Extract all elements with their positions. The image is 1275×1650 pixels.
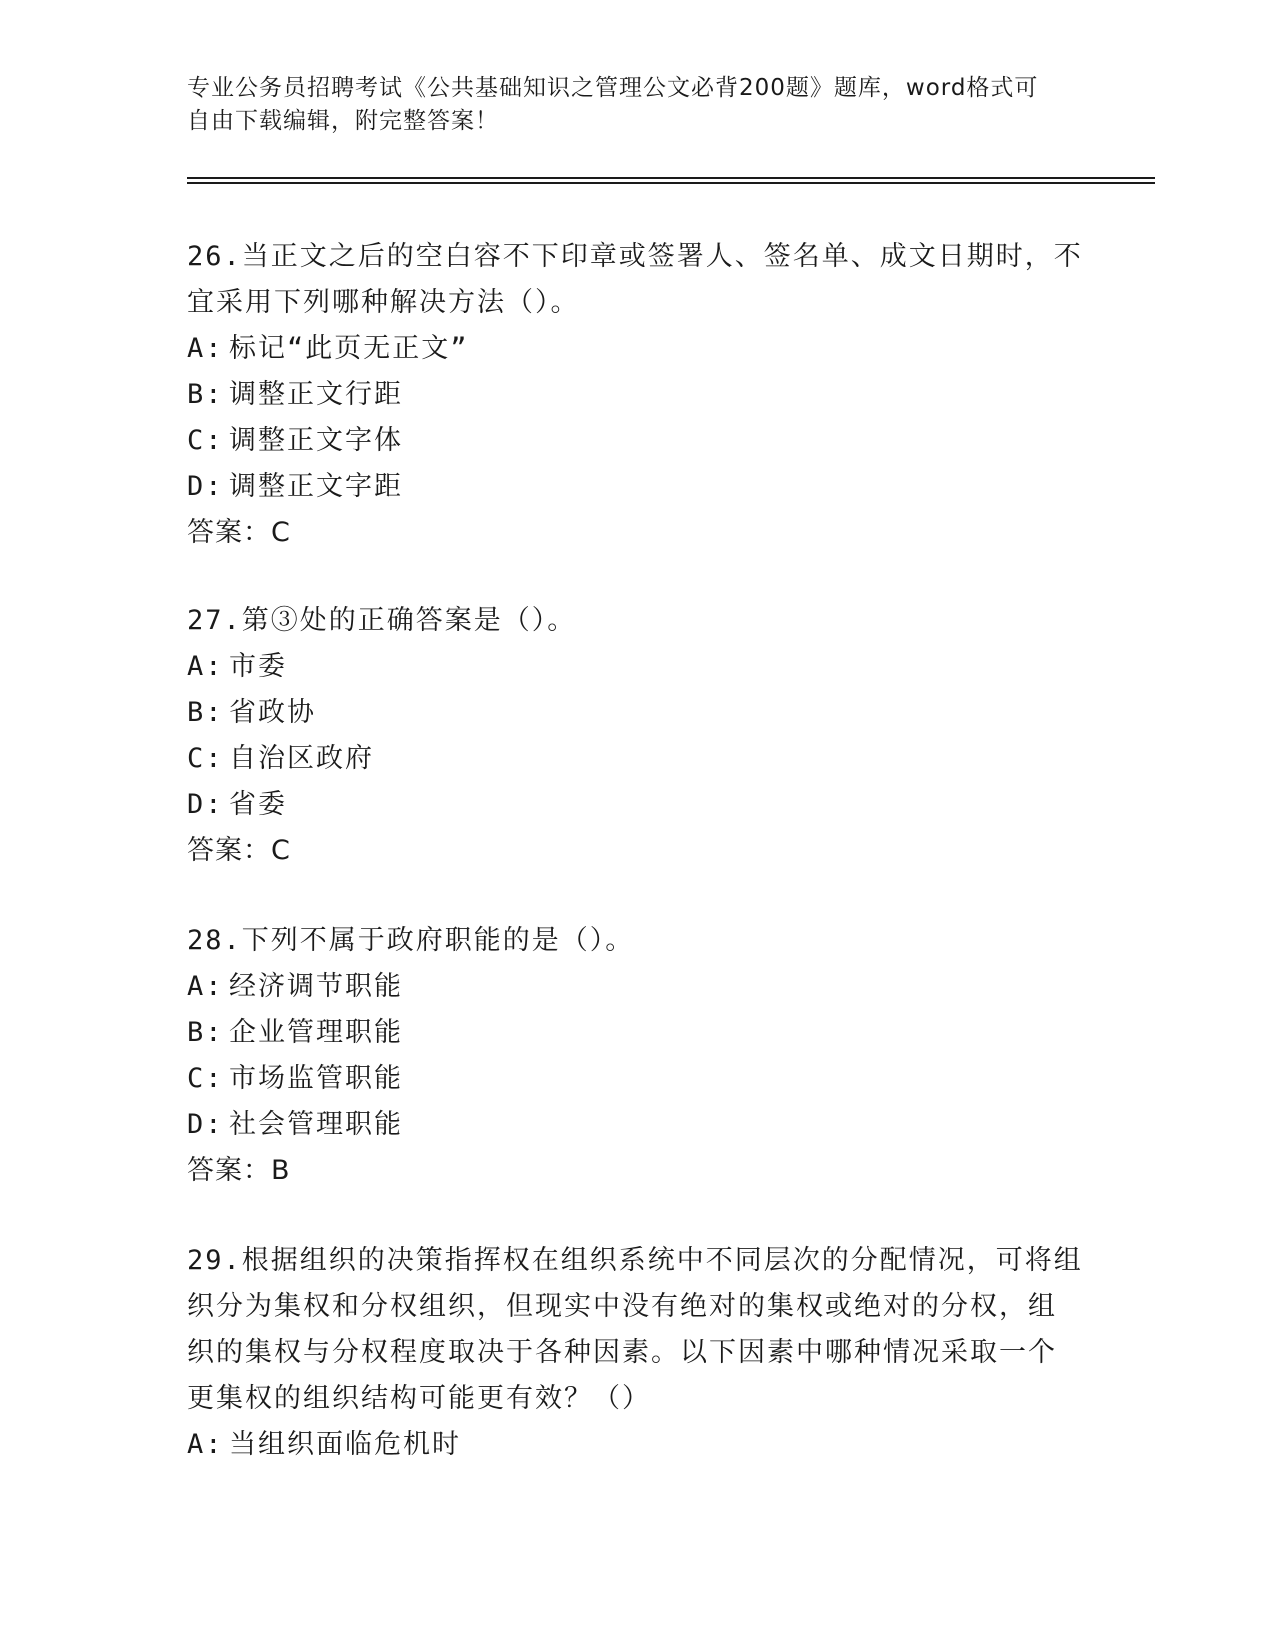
question-27 — [187, 598, 1087, 874]
header-divider — [187, 177, 1155, 179]
option-c — [187, 1056, 1087, 1102]
answer-line: 答案：C — [187, 517, 291, 548]
option-key: D: — [187, 471, 224, 502]
question-stem: 29.根据组织的决策指挥权在组织系统中不同层次的分配情况，可将组 — [187, 1245, 1083, 1276]
question-stem: 织的集权与分权程度取决于各种因素。以下因素中哪种情况采取一个 — [187, 1337, 1057, 1368]
option-a — [187, 644, 1087, 690]
option-text: 当组织面临危机时 — [229, 1429, 461, 1460]
header-divider — [187, 182, 1155, 184]
question-28 — [187, 918, 1087, 1194]
header-line: 自由下载编辑，附完整答案！ — [187, 108, 499, 134]
header-line: 专业公务员招聘考试《公共基础知识之管理公文必背200题》题库，word格式可 — [187, 75, 1039, 101]
question-stem: 26.当正文之后的空白容不下印章或签署人、签名单、成文日期时，不 — [187, 241, 1083, 272]
option-key: B: — [187, 379, 224, 410]
option-key: C: — [187, 425, 224, 456]
option-text: 省政协 — [229, 697, 316, 728]
answer-line: 答案：C — [187, 835, 291, 866]
option-key: A: — [187, 651, 224, 682]
question-stem: 27.第③处的正确答案是（）。 — [187, 605, 577, 636]
question-stem: 宜采用下列哪种解决方法（）。 — [187, 287, 580, 318]
option-a — [187, 1422, 1087, 1468]
option-text: 市委 — [229, 651, 287, 682]
option-text: 企业管理职能 — [229, 1017, 403, 1048]
option-text: 省委 — [229, 789, 287, 820]
option-text: 调整正文字距 — [229, 471, 403, 502]
option-text: 经济调节职能 — [229, 971, 403, 1002]
question-29 — [187, 1238, 1087, 1468]
option-key: B: — [187, 1017, 224, 1048]
answer-line: 答案：B — [187, 1155, 291, 1186]
option-key: A: — [187, 971, 224, 1002]
option-key: D: — [187, 789, 224, 820]
option-key: A: — [187, 1429, 224, 1460]
option-a — [187, 326, 1087, 372]
option-a — [187, 964, 1087, 1010]
option-text: 社会管理职能 — [229, 1109, 403, 1140]
option-d — [187, 782, 1087, 828]
question-26 — [187, 234, 1087, 556]
option-c — [187, 736, 1087, 782]
option-text: 调整正文行距 — [229, 379, 403, 410]
question-stem: 更集权的组织结构可能更有效？（） — [187, 1383, 651, 1414]
option-b — [187, 372, 1087, 418]
option-d — [187, 1102, 1087, 1148]
option-c — [187, 418, 1087, 464]
option-text: 自治区政府 — [229, 743, 374, 774]
option-text: 市场监管职能 — [229, 1063, 403, 1094]
option-key: C: — [187, 1063, 224, 1094]
option-key: A: — [187, 333, 224, 364]
option-text: 标记“此页无正文” — [229, 333, 469, 364]
question-stem: 28.下列不属于政府职能的是（）。 — [187, 925, 635, 956]
question-stem: 织分为集权和分权组织，但现实中没有绝对的集权或绝对的分权，组 — [187, 1291, 1057, 1322]
option-d — [187, 464, 1087, 510]
option-text: 调整正文字体 — [229, 425, 403, 456]
option-key: B: — [187, 697, 224, 728]
document-header — [187, 72, 1067, 138]
option-key: C: — [187, 743, 224, 774]
option-b — [187, 690, 1087, 736]
option-b — [187, 1010, 1087, 1056]
option-key: D: — [187, 1109, 224, 1140]
